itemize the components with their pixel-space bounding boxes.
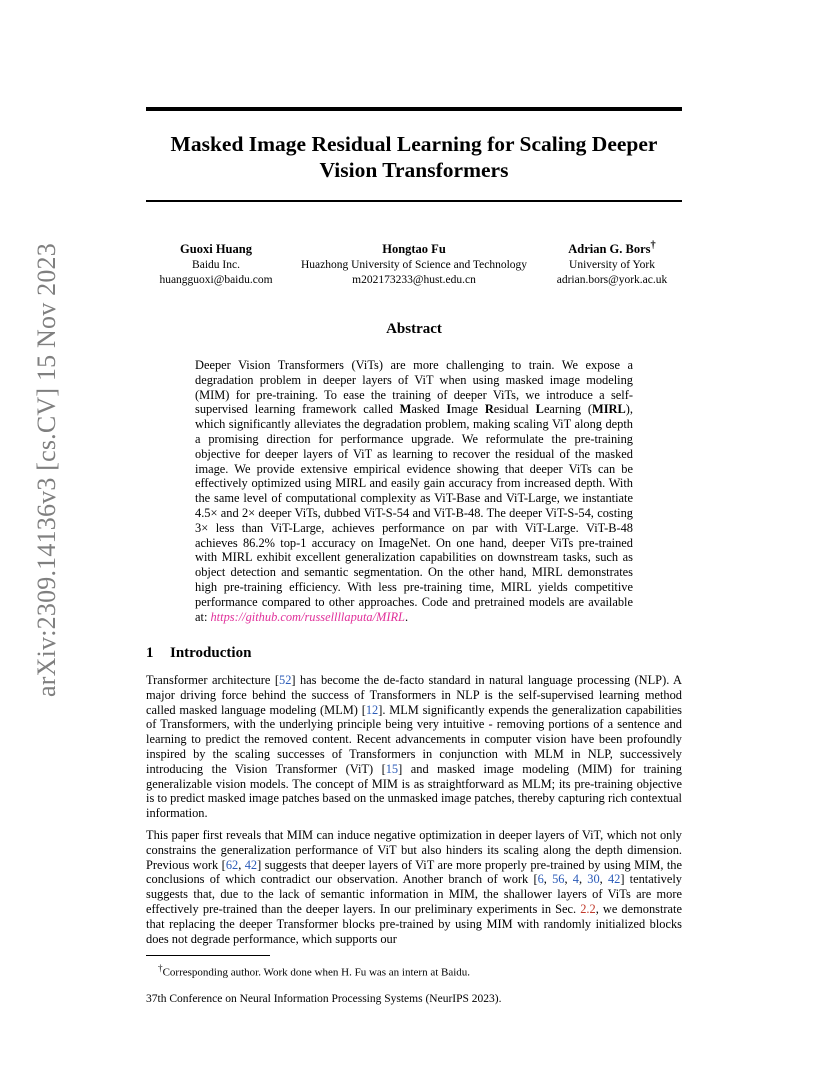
section-title: Introduction xyxy=(170,645,252,661)
citation-link[interactable]: 12 xyxy=(365,702,379,717)
citation-link[interactable]: 30 xyxy=(587,872,600,887)
text-run: , xyxy=(599,872,608,887)
text-run: , xyxy=(578,872,588,887)
text-run: , xyxy=(543,872,553,887)
paper-title: Masked Image Residual Learning for Scaling Deeper Vision Transformers xyxy=(170,132,658,182)
title-rule-top xyxy=(146,107,682,111)
bold-text: L xyxy=(535,402,544,417)
text-run: This paper first reveals that MIM can induce negative optimization in deeper layers of ViT, which not only constrains the generalization performance of ViT but also hinders its scaling along the depth dimension. Previous work [ xyxy=(146,828,682,872)
arxiv-stamp xyxy=(22,243,72,697)
author-email[interactable]: m202173233@hust.edu.cn xyxy=(352,274,476,287)
author-block xyxy=(146,238,682,288)
footnote-text: Corresponding author. Work done when H. Fu was an intern at Baidu. xyxy=(162,966,471,979)
author-3 xyxy=(542,238,682,289)
arxiv-stamp-text: arXiv:2309.14136v3 [cs.CV] 15 Nov 2023 xyxy=(32,243,61,697)
abstract-body xyxy=(195,358,633,624)
text-run: , xyxy=(238,857,245,872)
citation-link[interactable]: 42 xyxy=(607,872,621,887)
text-run: ), which significantly alleviates the degradation problem, making scaling ViT along depth a promising direction for performance upgrade. We reformulate the pre-training objective for deeper layers of ViT as learning to recover the residual of the masked image. We provide extensive empirical evidence showing that deeper ViTs can be effectively optimized using MIRL and easily gain accuracy from increased depth. With the same level of computational complexity as ViT-Base and ViT-Large, we instantiate 4.5× and 2× deeper ViTs, dubbed ViT-S-54 and ViT-B-48. The deeper ViT-S-54, costing 3× less than ViT-Large, achieves performance on par with ViT-Large. ViT-B-48 achieves 86.2% top-1 accuracy on ImageNet. On one hand, deeper ViTs pre-trained with MIRL exhibit excellent generalization capabilities on downstream tasks, such as object detection and semantic segmentation. On the other hand, MIRL demonstrates high pre-training efficiency. With less pre-training time, MIRL yields competitive performance compared to other approaches. Code and pretrained models are available at: xyxy=(195,402,633,624)
text-run: esidual xyxy=(493,402,536,417)
bold-text: R xyxy=(484,402,494,417)
text-run: , xyxy=(564,872,573,887)
citation-link[interactable]: 15 xyxy=(385,761,399,776)
section-ref-link[interactable]: 2.2 xyxy=(580,901,596,916)
text-run: earning ( xyxy=(543,402,593,417)
citation-link[interactable]: 6 xyxy=(537,872,544,887)
citation-link[interactable]: 52 xyxy=(279,673,292,687)
bold-text: M xyxy=(399,402,412,417)
footnote xyxy=(158,961,470,980)
author-name: Guoxi Huang xyxy=(180,242,252,257)
text-run: mage xyxy=(451,402,485,417)
author-mark: † xyxy=(650,240,656,251)
author-name: Adrian G. Bors xyxy=(568,242,651,257)
footnote-rule xyxy=(146,955,270,956)
text-run: asked xyxy=(411,402,447,417)
author-1 xyxy=(146,238,286,289)
intro-paragraph-2 xyxy=(146,828,682,946)
text-run: ]. MLM significantly expends the generalization capabilities of Transformers, with the underlying principle being very intuitive - removing portions of a sentence and learning to predict the removed content. Recent advancements in computer vision have been profoundly inspired by the scaling successes of Transformers in conjunction with MLM in NLP, successively introducing the Vision Transformer (ViT) [ xyxy=(146,702,682,776)
author-email[interactable]: huangguoxi@baidu.com xyxy=(159,274,273,287)
abstract-heading: Abstract xyxy=(386,321,442,337)
author-affiliation: Huazhong University of Science and Technology xyxy=(300,258,528,271)
text-run: , we demonstrate that replacing the deeper Transformer blocks pre-trained by using MIM with randomly initialized blocks does not degrade performance, which supports our xyxy=(146,901,682,946)
section-heading xyxy=(146,645,251,662)
author-email[interactable]: adrian.bors@york.ac.uk xyxy=(556,274,668,287)
code-link[interactable]: https://github.com/russellllaputa/MIRL xyxy=(210,609,405,624)
footnote-mark: † xyxy=(158,963,163,973)
text-run: ] and masked image modeling (MIM) for training generalizable vision models. The concept of MIM is as straightforward as MLM; its pre-training objective is to predict masked image patches based on the unmasked image patches, thereby capturing rich contextual information. xyxy=(146,761,683,821)
title-rule-bottom xyxy=(146,200,682,202)
bold-text: I xyxy=(446,402,452,417)
bold-text: MIRL xyxy=(592,402,626,417)
text-run: ] suggests that deeper layers of ViT are more properly pre-trained by using MIM, the conclusions of which contradict our observation. Another branch of work [ xyxy=(146,857,682,887)
author-affiliation: University of York xyxy=(569,258,655,271)
citation-link[interactable]: 4 xyxy=(572,872,579,887)
text-run: Transformer architecture [ xyxy=(146,673,279,687)
venue-note: 37th Conference on Neural Information Processing Systems (NeurIPS 2023). xyxy=(146,993,502,1005)
author-2 xyxy=(286,238,542,289)
citation-link[interactable]: 42 xyxy=(244,857,258,872)
citation-link[interactable]: 62 xyxy=(225,857,239,872)
section-number: 1 xyxy=(146,645,154,661)
text-run: Deeper Vision Transformers (ViTs) are more challenging to train. We expose a degradation problem in deeper layers of ViT when using masked image modeling (MIM) for pre-training. To ease the training of deeper ViTs, we introduce a self-supervised learning framework called xyxy=(195,358,633,417)
text-run: ] tentatively suggests that, due to the lack of semantic information in MIM, the shallower layers of ViTs are more effectively pre-trained than the deeper layers. In our preliminary experiments in Sec. xyxy=(146,872,682,916)
citation-link[interactable]: 56 xyxy=(552,872,565,887)
intro-paragraph-1 xyxy=(146,673,682,821)
text-run: ] has become the de-facto standard in natural language processing (NLP). A major driving force behind the success of Transformers in NLP is the self-supervised learning method called masked language modeling (MLM) [ xyxy=(146,673,683,717)
author-name: Hongtao Fu xyxy=(382,242,446,257)
author-affiliation: Baidu Inc. xyxy=(192,258,240,271)
text-run: . xyxy=(404,609,409,624)
